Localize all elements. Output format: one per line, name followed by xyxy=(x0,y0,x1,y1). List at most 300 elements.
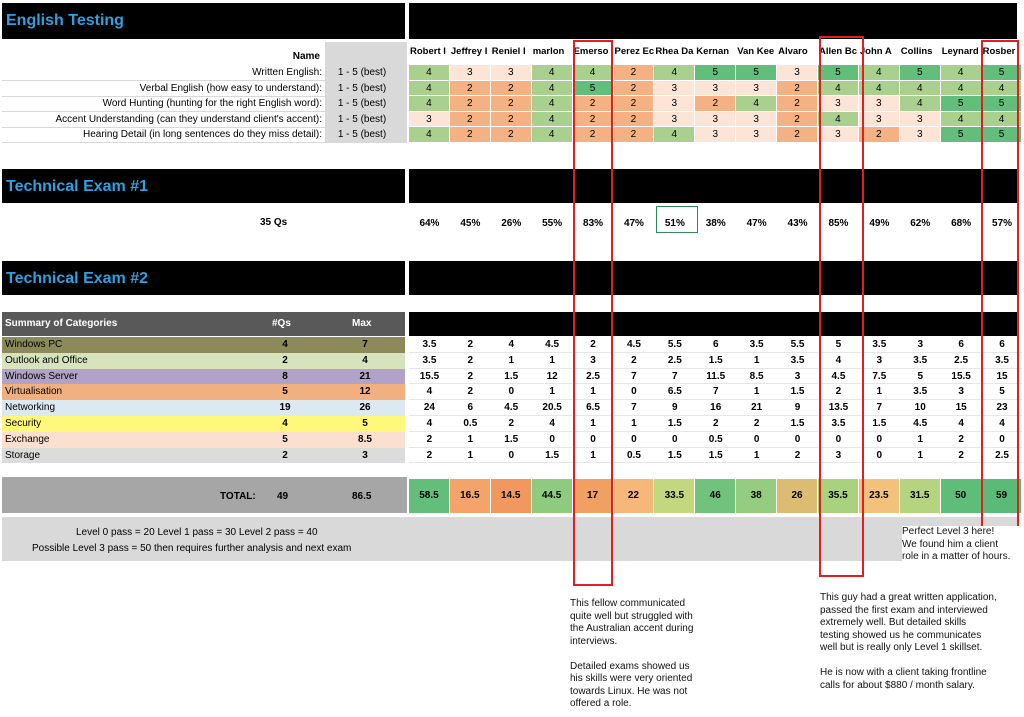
score-cell: 4 xyxy=(818,81,859,97)
category-score: 15 xyxy=(941,400,982,416)
category-score: 7 xyxy=(695,384,736,400)
category-score: 0 xyxy=(736,432,777,448)
score-cell: 2 xyxy=(491,127,532,143)
category-name: Storage xyxy=(2,448,405,464)
category-name: Security xyxy=(2,416,405,432)
summary-header-qs: #Qs xyxy=(272,318,291,329)
category-score: 1.5 xyxy=(777,384,818,400)
criteria-label: Written English: xyxy=(252,67,322,78)
category-score: 2 xyxy=(573,337,614,353)
score-cell: 3 xyxy=(859,96,900,112)
score-cell: 2 xyxy=(573,112,614,128)
category-score: 3.5 xyxy=(409,337,450,353)
category-score: 1 xyxy=(573,448,614,464)
category-score: 1 xyxy=(450,448,491,464)
candidate-name: Emerso xyxy=(573,46,609,57)
category-score: 0 xyxy=(491,448,532,464)
candidate-name: Rhea Da xyxy=(655,46,694,57)
highlight-box-rosber xyxy=(981,40,1019,534)
category-score: 2.5 xyxy=(654,353,695,369)
category-score: 4 xyxy=(409,416,450,432)
total-score: 44.5 xyxy=(532,479,573,513)
category-score: 15.5 xyxy=(941,369,982,385)
tech1-section-title: Technical Exam #1 xyxy=(6,178,148,195)
category-score: 5.5 xyxy=(654,337,695,353)
total-score: 17 xyxy=(573,479,614,513)
candidate-name: Perez Ec xyxy=(614,46,655,57)
tech1-percent: 38% xyxy=(705,218,726,229)
category-score: 16 xyxy=(695,400,736,416)
score-cell: 4 xyxy=(409,127,450,143)
note-rosber: Perfect Level 3 here! We found him a client role in a matter of hours. xyxy=(902,526,1020,564)
candidate-name: Robert I xyxy=(410,46,446,57)
category-score: 3.5 xyxy=(900,384,941,400)
score-cell: 2 xyxy=(614,65,655,81)
score-cell: 5 xyxy=(900,65,941,81)
category-score: 4 xyxy=(532,416,573,432)
score-cell: 4 xyxy=(409,65,450,81)
candidate-name: Leynard xyxy=(941,46,979,57)
score-cell: 2 xyxy=(450,112,491,128)
score-cell: 4 xyxy=(859,65,900,81)
score-cell: 3 xyxy=(450,65,491,81)
category-score: 4 xyxy=(409,384,450,400)
category-score: 0 xyxy=(859,448,900,464)
total-max: 86.5 xyxy=(352,491,372,502)
category-score: 8.5 xyxy=(736,369,777,385)
category-score: 2 xyxy=(409,448,450,464)
category-score: 9 xyxy=(654,400,695,416)
score-cell: 3 xyxy=(654,96,695,112)
category-score: 3.5 xyxy=(900,353,941,369)
score-cell: 2 xyxy=(614,96,655,112)
category-score: 1.5 xyxy=(777,416,818,432)
category-score: 15 xyxy=(982,369,1023,385)
category-score: 2 xyxy=(409,432,450,448)
category-score: 1.5 xyxy=(491,432,532,448)
score-cell: 3 xyxy=(900,127,941,143)
score-cell: 3 xyxy=(736,127,777,143)
category-name: Networking xyxy=(2,400,405,416)
score-cell: 4 xyxy=(573,65,614,81)
score-cell: 3 xyxy=(695,112,736,128)
category-qs: 5 xyxy=(282,386,288,398)
score-cell: 5 xyxy=(573,81,614,97)
category-score: 0 xyxy=(859,432,900,448)
category-score: 6 xyxy=(450,400,491,416)
total-qs: 49 xyxy=(277,491,289,502)
category-score: 5 xyxy=(900,369,941,385)
category-score: 0 xyxy=(818,432,859,448)
score-cell: 3 xyxy=(777,65,818,81)
criteria-label: Word Hunting (hunting for the right English word): xyxy=(102,98,322,110)
category-score: 0 xyxy=(491,384,532,400)
score-cell: 4 xyxy=(818,112,859,128)
category-score: 6 xyxy=(941,337,982,353)
category-score: 0 xyxy=(614,384,655,400)
category-score: 7 xyxy=(614,400,655,416)
candidate-name: Jeffrey I xyxy=(450,46,488,57)
category-qs: 4 xyxy=(282,339,288,350)
category-score: 1 xyxy=(573,384,614,400)
category-score: 2 xyxy=(736,416,777,432)
category-score: 2 xyxy=(777,448,818,464)
score-cell: 4 xyxy=(532,81,573,97)
score-cell: 4 xyxy=(736,96,777,112)
total-score: 59 xyxy=(982,479,1023,513)
score-cell: 4 xyxy=(941,112,982,128)
category-score: 2 xyxy=(941,448,982,464)
total-score: 16.5 xyxy=(450,479,491,513)
category-score: 3.5 xyxy=(736,337,777,353)
category-max: 12 xyxy=(359,386,371,398)
category-name: Outlook and Office xyxy=(2,353,405,369)
category-score: 7 xyxy=(654,369,695,385)
category-score: 0 xyxy=(573,432,614,448)
score-cell: 3 xyxy=(491,65,532,81)
row-gridline xyxy=(2,142,407,143)
score-cell: 4 xyxy=(654,65,695,81)
category-score: 4 xyxy=(491,337,532,353)
tech1-percent: 51% xyxy=(664,218,685,229)
category-score: 5 xyxy=(982,384,1023,400)
category-score: 23 xyxy=(982,400,1023,416)
tech1-percent: 64% xyxy=(419,218,440,229)
selected-cell-outline xyxy=(656,206,698,233)
category-name: Windows PC xyxy=(2,337,405,353)
category-score: 15.5 xyxy=(409,369,450,385)
category-score: 2 xyxy=(614,353,655,369)
tech1-band-right xyxy=(409,169,1017,203)
score-cell: 4 xyxy=(532,65,573,81)
category-score: 4.5 xyxy=(818,369,859,385)
category-score: 0 xyxy=(532,432,573,448)
score-cell: 5 xyxy=(941,96,982,112)
total-score: 31.5 xyxy=(900,479,941,513)
category-max: 21 xyxy=(359,370,371,382)
category-score: 1 xyxy=(573,416,614,432)
score-cell: 5 xyxy=(941,127,982,143)
tech1-percent: 47% xyxy=(746,218,767,229)
candidate-name: Allen Bc xyxy=(819,46,858,57)
candidate-name: marlon xyxy=(532,46,565,57)
criteria-label: Hearing Detail (in long sentences do they miss detail): xyxy=(82,129,322,141)
candidate-name: Collins xyxy=(900,46,933,57)
category-score: 21 xyxy=(736,400,777,416)
category-qs: 2 xyxy=(282,449,288,461)
category-score: 2 xyxy=(941,432,982,448)
category-score: 1 xyxy=(736,448,777,464)
score-cell: 2 xyxy=(573,127,614,143)
pass-info-bg xyxy=(2,517,1017,561)
total-score: 14.5 xyxy=(491,479,532,513)
score-cell: 4 xyxy=(532,127,573,143)
category-score: 2.5 xyxy=(573,369,614,385)
category-score: 6.5 xyxy=(573,400,614,416)
category-score: 4.5 xyxy=(614,337,655,353)
tech1-percent: 43% xyxy=(787,218,808,229)
category-score: 3 xyxy=(900,337,941,353)
score-cell: 2 xyxy=(491,112,532,128)
category-score: 5.5 xyxy=(777,337,818,353)
category-score: 0 xyxy=(614,432,655,448)
candidate-name: Alvaro xyxy=(778,46,808,57)
pass-info-line2: Possible Level 3 pass = 50 then requires further analysis and next exam xyxy=(32,543,352,554)
category-score: 2 xyxy=(695,416,736,432)
score-cell: 3 xyxy=(695,81,736,97)
category-score: 2 xyxy=(450,369,491,385)
category-score: 12 xyxy=(532,369,573,385)
category-score: 4 xyxy=(982,416,1023,432)
category-score: 1.5 xyxy=(491,369,532,385)
category-score: 1.5 xyxy=(695,353,736,369)
category-score: 3 xyxy=(777,369,818,385)
category-score: 4.5 xyxy=(491,400,532,416)
candidate-name: Kernan xyxy=(696,46,730,57)
category-score: 3 xyxy=(859,353,900,369)
score-cell: 4 xyxy=(409,81,450,97)
category-score: 4 xyxy=(941,416,982,432)
category-score: 0.5 xyxy=(695,432,736,448)
tech1-percent: 45% xyxy=(460,218,481,229)
category-score: 7 xyxy=(859,400,900,416)
category-score: 3.5 xyxy=(859,337,900,353)
summary-header-right xyxy=(409,312,1017,336)
score-cell: 4 xyxy=(532,112,573,128)
candidate-name: Rosber xyxy=(982,46,1016,57)
category-score: 11.5 xyxy=(695,369,736,385)
category-max: 4 xyxy=(362,354,368,366)
category-score: 2.5 xyxy=(941,353,982,369)
score-cell: 3 xyxy=(736,112,777,128)
tech1-percent: 57% xyxy=(992,218,1013,229)
category-score: 4 xyxy=(818,353,859,369)
total-score: 38 xyxy=(736,479,777,513)
category-score: 1 xyxy=(900,448,941,464)
score-cell: 4 xyxy=(654,127,695,143)
category-name: Windows Server xyxy=(2,369,405,385)
category-score: 4.5 xyxy=(532,337,573,353)
category-score: 3 xyxy=(818,448,859,464)
category-max: 5 xyxy=(362,418,368,429)
score-cell: 5 xyxy=(818,65,859,81)
tech2-band-right xyxy=(409,261,1017,295)
tech2-section-title: Technical Exam #2 xyxy=(6,270,148,287)
category-score: 1.5 xyxy=(654,448,695,464)
score-cell: 2 xyxy=(859,127,900,143)
score-cell: 4 xyxy=(941,81,982,97)
category-score: 1.5 xyxy=(695,448,736,464)
total-score: 23.5 xyxy=(859,479,900,513)
category-score: 1 xyxy=(736,353,777,369)
total-score: 35.5 xyxy=(818,479,859,513)
category-score: 2 xyxy=(450,337,491,353)
highlight-box-allen xyxy=(819,36,864,577)
score-cell: 2 xyxy=(614,81,655,97)
total-score: 58.5 xyxy=(409,479,450,513)
total-row-bg xyxy=(2,477,407,513)
tech1-percent: 49% xyxy=(869,218,890,229)
scale-label: 1 - 5 (best) xyxy=(337,82,387,94)
tech1-percent: 47% xyxy=(623,218,644,229)
score-cell: 4 xyxy=(982,81,1023,97)
score-cell: 2 xyxy=(614,127,655,143)
category-name: Exchange xyxy=(2,432,405,448)
score-cell: 3 xyxy=(818,96,859,112)
score-cell: 3 xyxy=(695,127,736,143)
score-cell: 3 xyxy=(654,81,695,97)
note-emerson: This fellow communicated quite well but struggled with the Australian accent during interviews. Detailed exams showed us his skills were very oriented towards Linux. He was not offered a role. xyxy=(570,598,694,709)
tech1-percent: 62% xyxy=(910,218,931,229)
tech1-percent: 55% xyxy=(542,218,563,229)
scale-label: 1 - 5 (best) xyxy=(337,98,387,110)
note-allen: This guy had a great written application, passed the first exam and interviewed extremely well. But detailed skills testing showed us he communicates well but is really only Level 1 skillset. He is now with a client taking frontline calls for about $880 / month salary. xyxy=(820,592,997,691)
score-cell: 2 xyxy=(777,81,818,97)
score-cell: 2 xyxy=(450,96,491,112)
category-score: 24 xyxy=(409,400,450,416)
score-cell: 5 xyxy=(982,127,1023,143)
score-cell: 3 xyxy=(818,127,859,143)
category-max: 7 xyxy=(362,339,368,350)
score-cell: 4 xyxy=(409,96,450,112)
score-cell: 4 xyxy=(900,81,941,97)
tech1-questions: 35 Qs xyxy=(260,217,288,228)
name-label: Name xyxy=(292,51,320,62)
category-score: 2 xyxy=(450,353,491,369)
category-qs: 4 xyxy=(282,418,288,429)
score-cell: 2 xyxy=(777,127,818,143)
tech1-percent: 68% xyxy=(951,218,972,229)
category-qs: 19 xyxy=(279,402,291,414)
category-qs: 8 xyxy=(282,370,288,382)
pass-info-line1: Level 0 pass = 20 Level 1 pass = 30 Level 2 pass = 40 xyxy=(76,527,318,538)
category-score: 3.5 xyxy=(982,353,1023,369)
score-cell: 3 xyxy=(654,112,695,128)
category-score: 1.5 xyxy=(654,416,695,432)
score-cell: 5 xyxy=(982,96,1023,112)
category-score: 3 xyxy=(573,353,614,369)
score-cell: 3 xyxy=(859,112,900,128)
category-score: 6 xyxy=(695,337,736,353)
summary-header-max: Max xyxy=(352,318,372,329)
total-score: 50 xyxy=(941,479,982,513)
score-cell: 3 xyxy=(736,81,777,97)
criteria-label: Verbal English (how easy to understand): xyxy=(139,82,322,94)
category-max: 8.5 xyxy=(358,433,372,445)
category-qs: 2 xyxy=(282,354,288,366)
category-score: 1 xyxy=(532,353,573,369)
total-label: TOTAL: xyxy=(220,491,256,502)
category-score: 9 xyxy=(777,400,818,416)
category-score: 6.5 xyxy=(654,384,695,400)
category-score: 1 xyxy=(859,384,900,400)
category-score: 2.5 xyxy=(982,448,1023,464)
score-cell: 2 xyxy=(614,112,655,128)
category-score: 1 xyxy=(614,416,655,432)
category-score: 1.5 xyxy=(532,448,573,464)
score-cell: 2 xyxy=(777,96,818,112)
score-cell: 2 xyxy=(695,96,736,112)
category-score: 0.5 xyxy=(614,448,655,464)
total-score: 26 xyxy=(777,479,818,513)
score-cell: 3 xyxy=(409,112,450,128)
category-score: 0.5 xyxy=(450,416,491,432)
category-score: 0 xyxy=(982,432,1023,448)
category-score: 2 xyxy=(818,384,859,400)
score-cell: 2 xyxy=(777,112,818,128)
category-max: 26 xyxy=(359,402,371,414)
score-cell: 5 xyxy=(982,65,1023,81)
score-cell: 2 xyxy=(491,81,532,97)
score-cell: 2 xyxy=(450,81,491,97)
category-score: 20.5 xyxy=(532,400,573,416)
category-score: 1 xyxy=(736,384,777,400)
category-score: 7.5 xyxy=(859,369,900,385)
category-score: 1.5 xyxy=(859,416,900,432)
tech1-percent: 85% xyxy=(828,218,849,229)
tech1-percent: 26% xyxy=(501,218,522,229)
category-score: 5 xyxy=(818,337,859,353)
category-score: 3.5 xyxy=(409,353,450,369)
total-score: 33.5 xyxy=(654,479,695,513)
category-score: 13.5 xyxy=(818,400,859,416)
scale-label: 1 - 5 (best) xyxy=(337,67,387,78)
category-score: 1 xyxy=(900,432,941,448)
category-score: 2 xyxy=(491,416,532,432)
category-score: 0 xyxy=(777,432,818,448)
total-score: 46 xyxy=(695,479,736,513)
category-score: 7 xyxy=(614,369,655,385)
category-qs: 5 xyxy=(282,433,288,445)
score-cell: 4 xyxy=(982,112,1023,128)
category-score: 4.5 xyxy=(900,416,941,432)
score-cell: 3 xyxy=(900,112,941,128)
english-section-title: English Testing xyxy=(6,12,124,29)
score-cell: 4 xyxy=(900,96,941,112)
scale-label: 1 - 5 (best) xyxy=(337,129,387,141)
category-score: 0 xyxy=(654,432,695,448)
category-score: 2 xyxy=(450,384,491,400)
score-cell: 5 xyxy=(736,65,777,81)
category-score: 3 xyxy=(941,384,982,400)
criteria-label: Accent Understanding (can they understand client's accent): xyxy=(55,113,322,125)
tech1-percent: 83% xyxy=(583,218,604,229)
score-cell: 5 xyxy=(695,65,736,81)
english-band-right xyxy=(409,3,1017,39)
total-score: 22 xyxy=(614,479,655,513)
score-cell: 4 xyxy=(532,96,573,112)
candidate-name: Reniel I xyxy=(491,46,526,57)
category-score: 1 xyxy=(450,432,491,448)
score-cell: 4 xyxy=(941,65,982,81)
score-cell: 2 xyxy=(491,96,532,112)
category-score: 10 xyxy=(900,400,941,416)
category-score: 1 xyxy=(532,384,573,400)
candidate-name: Van Kee xyxy=(737,46,775,57)
scale-label: 1 - 5 (best) xyxy=(337,113,387,125)
category-score: 1 xyxy=(491,353,532,369)
score-cell: 4 xyxy=(859,81,900,97)
score-cell: 2 xyxy=(450,127,491,143)
category-max: 3 xyxy=(362,449,368,461)
highlight-box-emerson xyxy=(573,40,613,586)
summary-header-title: Summary of Categories xyxy=(5,318,118,329)
category-score: 3.5 xyxy=(777,353,818,369)
category-name: Virtualisation xyxy=(2,384,405,400)
candidate-name: John A xyxy=(859,46,892,57)
category-score: 3.5 xyxy=(818,416,859,432)
score-cell: 2 xyxy=(573,96,614,112)
